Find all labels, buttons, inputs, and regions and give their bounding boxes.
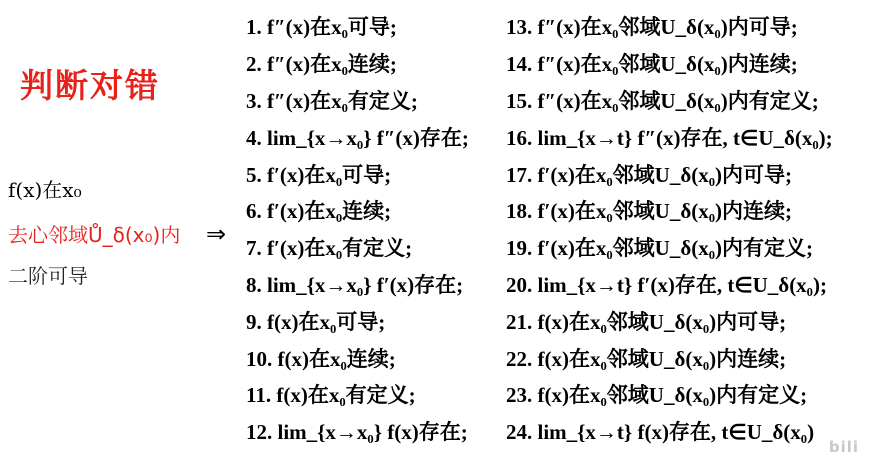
statement-item: 19. f′(x)在x₀邻域U_δ(x₀)内有定义; xyxy=(506,236,814,261)
statement-item: 15. f″(x)在x₀邻域U_δ(x₀)内有定义; xyxy=(506,88,819,113)
statement-item: 8. lim_{x→x₀} f′(x)存在; xyxy=(246,272,464,297)
statement-column-right xyxy=(506,8,833,450)
implies-arrow: ⇒ xyxy=(206,220,227,248)
statement-item: 17. f′(x)在x₀邻域U_δ(x₀)内可导; xyxy=(506,162,793,187)
statement-item: 2. f″(x)在x₀连续; xyxy=(246,52,397,77)
statement-item: 1. f″(x)在x₀可导; xyxy=(246,15,397,40)
statement-item: 20. lim_{x→t} f′(x)存在, t∈U_δ(x₀); xyxy=(506,272,827,297)
statement-item: 5. f′(x)在x₀可导; xyxy=(246,162,392,187)
statement-item: 14. f″(x)在x₀邻域U_δ(x₀)内连续; xyxy=(506,52,798,77)
statement-item: 23. f(x)在x₀邻域U_δ(x₀)内有定义; xyxy=(506,383,808,408)
statement-item: 7. f′(x)在x₀有定义; xyxy=(246,236,413,261)
statement-item: 18. f′(x)在x₀邻域U_δ(x₀)内连续; xyxy=(506,199,793,224)
condition-line-function: f(x)在x₀ xyxy=(8,178,82,202)
statement-item: 21. f(x)在x₀邻域U_δ(x₀)内可导; xyxy=(506,309,787,334)
statement-item: 10. f(x)在x₀连续; xyxy=(246,346,396,371)
page-title: 判断对错 xyxy=(20,66,160,105)
condition-line-neighborhood: 去心邻域Ů_δ(x₀)内 xyxy=(8,223,181,247)
statement-item: 24. lim_{x→t} f(x)存在, t∈U_δ(x₀) xyxy=(506,420,815,445)
statement-item: 12. lim_{x→x₀} f(x)存在; xyxy=(246,420,468,445)
statement-item: 16. lim_{x→t} f″(x)存在, t∈U_δ(x₀); xyxy=(506,125,833,150)
statement-item: 22. f(x)在x₀邻域U_δ(x₀)内连续; xyxy=(506,346,787,371)
bilibili-watermark-logo: bili xyxy=(828,438,859,456)
condition-line-differentiable: 二阶可导 xyxy=(8,264,88,288)
statement-item: 3. f″(x)在x₀有定义; xyxy=(246,88,418,113)
statement-item: 13. f″(x)在x₀邻域U_δ(x₀)内可导; xyxy=(506,15,798,40)
statement-column-left xyxy=(246,8,469,450)
statement-item: 6. f′(x)在x₀连续; xyxy=(246,199,392,224)
statement-item: 9. f(x)在x₀可导; xyxy=(246,309,386,334)
statement-item: 4. lim_{x→x₀} f″(x)存在; xyxy=(246,125,469,150)
statement-item: 11. f(x)在x₀有定义; xyxy=(246,383,416,408)
